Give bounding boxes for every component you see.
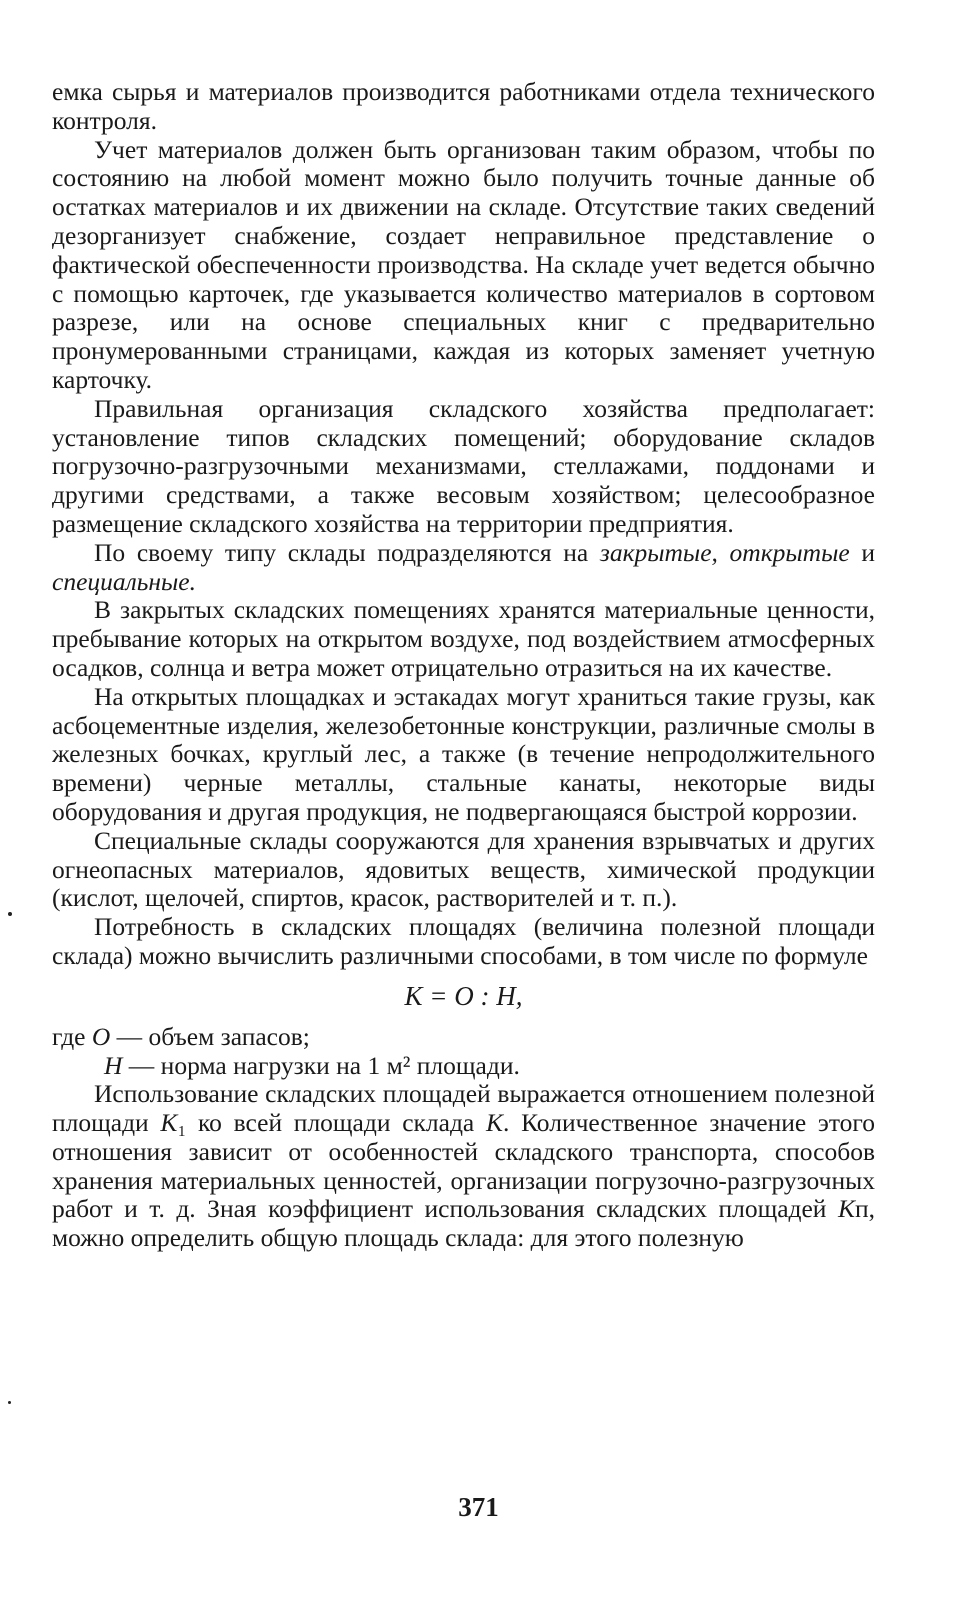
- text-run: В закрытых складских помещениях хранятся материальные ценности, пребывание которых на открытом воздухе, под воздействием атмосферных осадков, солнца и ветра может отрицательно отразиться на их качестве.: [52, 595, 875, 682]
- text-run: ₁: [177, 1108, 187, 1138]
- text-run: K: [160, 1108, 178, 1138]
- definition-symbol-h: H: [104, 1050, 123, 1080]
- text-run: Учет материалов должен быть организован таким образом, чтобы по состоянию на любой момент можно было получить точные данные об остатках материалов и их движении на складе. Отсутствие таких сведений дезорганизует снабжение, создает неправильное представление о фактической обеспеченности производства. На складе учет ведется обычно с помощью карточек, где указывается количество материалов в сортовом разрезе, или на основе специальных книг с предварительно пронумерованными страницами, каждая из которых заменяет учетную карточку.: [52, 134, 875, 394]
- paragraph: [52, 1080, 875, 1253]
- paragraph: [52, 78, 875, 136]
- paragraph: [52, 827, 875, 913]
- formula: K = O : H,: [404, 980, 523, 1011]
- text-run: Специальные склады сооружаются для хранения взрывчатых и других огнеопасных материалов, ядовитых веществ, химической продукции (кислот, щелочей, спиртов, красок, растворителей и т. п.).: [52, 825, 875, 913]
- text-run: , можно определить общую площадь склада: для этого полезную: [52, 1194, 875, 1253]
- text-run: п: [854, 1194, 869, 1224]
- paragraph: [52, 683, 875, 827]
- definition-text-h: — норма нагрузки на 1 м² площади.: [122, 1050, 520, 1080]
- text-run: Правильная организация складского хозяйства предполагает: установление типов складских помещений; оборудование складов погрузочно-разгрузочными механизмами, стеллажами, поддонами и другими средствами, а также весовым хозяйством; целесообразное размещение складского хозяйства на территории предприятия.: [52, 393, 875, 538]
- scan-speck: [8, 1401, 11, 1404]
- definition-prefix: где: [52, 1021, 92, 1051]
- paragraph: [52, 913, 875, 971]
- body-text: [52, 78, 875, 971]
- page-number: 371: [458, 1492, 499, 1522]
- text-run: Использование складских площадей выражается отношением полезной площади: [52, 1079, 875, 1138]
- text-run: и: [849, 537, 875, 567]
- paragraph: [52, 395, 875, 539]
- text-run: K: [485, 1108, 503, 1138]
- paragraph: [52, 596, 875, 682]
- text-run: K: [837, 1194, 855, 1224]
- paragraph: [52, 539, 875, 597]
- page-body: [52, 78, 875, 1253]
- definition-text-o: — объем запасов;: [110, 1021, 310, 1051]
- definition-symbol-o: O: [91, 1021, 111, 1051]
- text-run: закрытые, открытые: [599, 537, 850, 567]
- text-run: По своему типу склады подразделяются на: [94, 537, 600, 567]
- definition-line-1: [52, 1023, 875, 1052]
- text-run: емка сырья и материалов производится работниками отдела технического контроля.: [52, 77, 875, 135]
- text-run: На открытых площадках и эстакадах могут храниться такие грузы, как асбоцементные изделия, железобетонные конструкции, различные смолы в железных бочках, круглый лес, а также (в течение непродолжительного времени) черные металлы, стальные канаты, некоторые виды оборудования и другая продукция, не подвергающаяся быстрой коррозии.: [52, 681, 875, 826]
- text-run: Потребность в складских площадях (величина полезной площади склада) можно вычислить различными способами, в том числе по формуле: [52, 912, 875, 970]
- paragraph: [52, 136, 875, 395]
- final-paragraph-container: [52, 1080, 875, 1253]
- text-run: ко всей площади склада: [186, 1108, 486, 1138]
- text-run: специальные.: [52, 566, 196, 596]
- scan-speck: [8, 912, 12, 916]
- text-run: . Количественное значение этого отношения зависит от особенностей складского транспорта, способов хранения материальных ценностей, организации погрузочно-разгрузочных работ и т. д. Зная коэффициент использования складских площадей: [52, 1108, 875, 1224]
- definition-line-2: [52, 1052, 875, 1081]
